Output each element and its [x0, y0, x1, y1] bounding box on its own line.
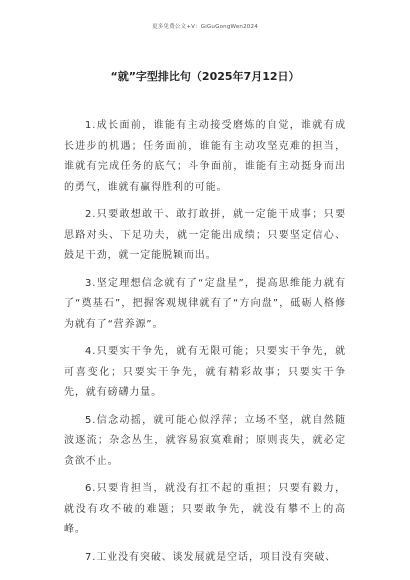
- document-body: [64, 116, 346, 575]
- paragraph-1: 1.成长面前，谁能有主动接受磨炼的自觉，谁就有成长进步的机遇；任务面前，谁能有主动攻坚克难的担当，谁就有完成任务的底气；斗争面前，谁能有主动挺身而出的勇气，谁就有赢得胜利的可能。: [64, 120, 346, 193]
- paragraph-2: 2.只要敢想敢干、敢打敢拼，就一定能干成事；只要思路对头、下足功夫，就一定能出成绩；只要坚定信心、鼓足干劲，就一定能脱颖而出。: [64, 209, 346, 261]
- paragraph-7: 7.工业没有突破、谈发展就是空话，项目没有突破、: [85, 551, 337, 563]
- paragraph-3: 3.坚定理想信念就有了“定盘星”，提高思维能力就有了“奠基石”，把握客观规律就有了“方向盘”，砥砺人格修为就有了“营养源”。: [64, 277, 346, 330]
- header-note: 更多免费公文+V：GiGuGongWen2024: [152, 24, 258, 30]
- paragraph-4: 4.只要实干争先，就有无限可能；只要实干争先，就可喜变化；只要实干争先，就有精彩故事；只要实干争先，就有磅礴力量。: [64, 346, 346, 398]
- paragraph-5: 5.信念动摇，就可能心似浮萍；立场不坚，就自然随波逐流；杂念丛生，就容易寂寞难耐；原则丧失，就必定贪欲不止。: [64, 414, 346, 467]
- paragraph-6: 6.只要肯担当，就没有扛不起的重担；只要有毅力，就没有攻不破的难题；只要敢争先，就没有攀不上的高峰。: [64, 483, 346, 535]
- document-title: “就”字型排比句（2025年7月12日）: [110, 70, 300, 83]
